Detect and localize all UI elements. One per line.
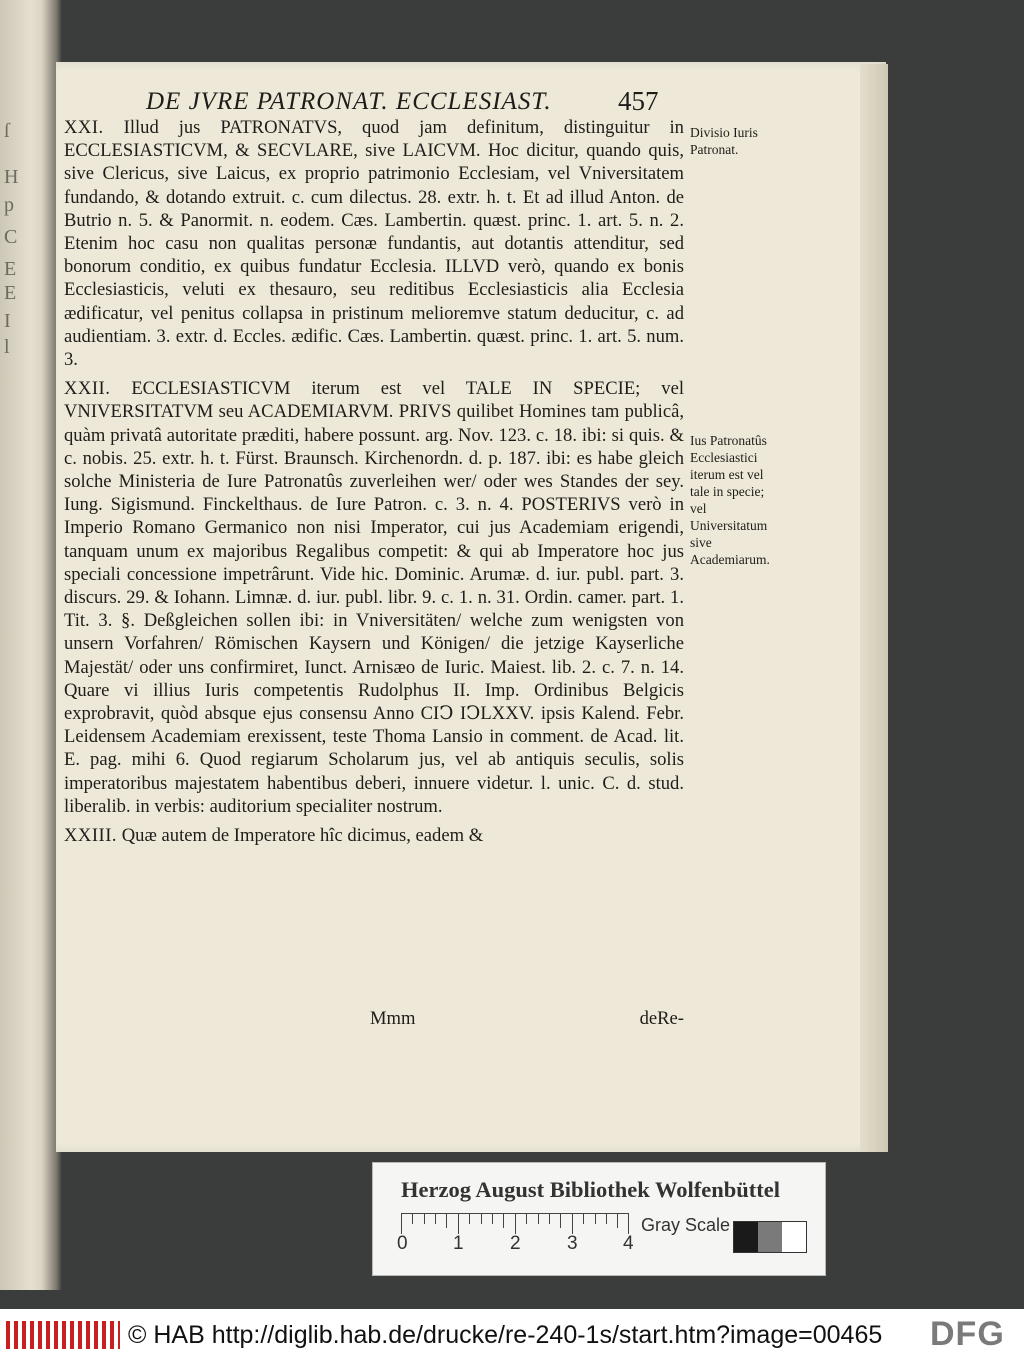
left-page-letter: C: [4, 226, 18, 248]
ruler-tick: [538, 1214, 539, 1224]
library-name: Herzog August Bibliothek Wolfenbüttel: [401, 1177, 780, 1202]
permalink-url[interactable]: © HAB http://diglib.hab.de/drucke/re-240-1s/start.htm?image=00465: [128, 1321, 883, 1349]
ruler-label: 2: [510, 1233, 521, 1254]
ruler-tick: [458, 1214, 459, 1234]
section-number: XXI.: [64, 117, 104, 138]
dfg-logo: DFG: [930, 1315, 1005, 1353]
ruler-tick: [526, 1214, 527, 1224]
ruler-label: 1: [453, 1233, 464, 1254]
gray-scale-label: Gray Scale: [641, 1215, 731, 1235]
ruler-tick: [572, 1214, 573, 1234]
paragraph-text: Quæ autem de Imperatore hîc dicimus, eadem &: [121, 825, 484, 847]
left-page-letter: ſ: [4, 120, 10, 142]
ruler-tick: [515, 1214, 516, 1234]
ruler-label: 3: [567, 1233, 578, 1254]
body-text: [64, 116, 684, 853]
gray-swatch-dark: [734, 1222, 758, 1252]
ruler-tick: [435, 1214, 436, 1224]
running-head: DE JVRE PATRONAT. ECCLESIAST.: [146, 88, 552, 115]
ruler-tick: [446, 1214, 447, 1228]
paragraph-xxi: [64, 116, 684, 371]
section-number: XXII.: [64, 378, 111, 400]
page-number: 457: [618, 86, 659, 116]
page-edge: [860, 64, 888, 1152]
paragraph-text: ECCLESIASTICVM iterum est vel TALE IN SPECIE; vel VNIVERSITATVM seu ACADEMIARVM. PRIVS quilibet Homines tam publicâ, quàm privatâ autoritate præditi, habere possunt. arg. Nov. 123. c. 18. ibi: si quis. & c. nobis. 25. extr. h. t. Fürst. Braunsch. Kirchenordn. d. p. 187. ibi: es habe gleich solche Ministeria de Iure Patronatûs zuverleihen wer/ oder wes Standes der sey. Iung. Sigismund. Finckelthaus. de Iure Patron. c. 3. n. 4. POSTERIVS verò in Imperio Romano Germanico non nisi Imperator, cui jus Academiam erigendi, tanquam unum ex majoribus Regalibus competit: & qui ab Imperatore hoc jus speciali concessione impetrârunt. Vide hic. Dominic. Arumæ. d. iur. publ. part. 3. discurs. 29. & Iohann. Limnæ. d. iur. publ. libr. 9. c. 1. n. 31. Ordin. camer. part. 1. Tit. 3. §. Deßgleichen sollen ibi: in Vniversitäten/ welche zum wenigsten von unsern Vorfahren/ Römischen Kaysern und Königen/ die jetzige Kayserliche Majestät/ oder uns confirmiret, Iunct. Arnisæo de Iuric. Maiest. lib. 2. c. 7. n. 14. Quare vi illius Iuris competentis Rudolphus II. Imp. Ordinibus Belgicis exprobravit, quòd absque ejus consensu Anno CIↃ IↃLXXV. ipsis Kalend. Febr. Leidensem Academiam erexissent, teste Thoma Lansio in comment. de Acad. lit. E. pag. mihi 6. Quod regiarum Scholarum jus, vel ab antiquis seculis, solis imperatoribus majestatem habentibus deberi, innuere videtur. l. unic. C. d. stud. liberalib. in verbis: auditorium specialiter nostrum.: [64, 378, 684, 817]
ruler-tick: [424, 1214, 425, 1224]
ruler-tick: [560, 1214, 561, 1228]
paragraph-text: Illud jus PATRONATVS, quod jam definitum, distinguitur in ECCLESIASTICVM, & SECVLARE, sive LAICVM. Hoc dicitur, quando quis, sive Clericus, sive Laicus, ex proprio patrimonio Ecclesiam, vel Vniversitatem fundando, & dotando extruit. c. cum dilectus. 28. extr. h. t. Et ad illud Anton. de Butrio n. 5. & Panormit. n. eodem. Cæs. Lambertin. quæst. princ. 1. art. 5. n. 2. Etenim hoc casu non qualitas personæ fundantis, aut dotantis attenditur, sed bonorum conditio, ex quibus fundatur Ecclesia. ILLVD verò, quando ex bonis Ecclesiasticis, veluti ex thesauro, seu reditibus Ecclesiasticis alia Ecclesia ædificatur, vel penitus collapsa in pristinum melioremve statum deducitur, c. ad audientiam. 3. extr. d. Eccles. ædific. Cæs. Lambertin. quæst. princ. 1. art. 5. num. 3.: [64, 117, 684, 371]
ruler-label: 4: [623, 1233, 634, 1254]
paragraph-xxii: [64, 377, 684, 818]
left-page-letter: p: [4, 194, 14, 216]
ruler-tick: [628, 1214, 629, 1234]
section-number: XXIII.: [64, 825, 118, 847]
ruler-tick: [503, 1214, 504, 1228]
ruler-tick: [595, 1214, 596, 1224]
footer-bar: [0, 1309, 1024, 1361]
ruler-tick: [492, 1214, 493, 1224]
left-page-letter: E: [4, 282, 17, 304]
gray-swatch-mid: [758, 1222, 782, 1252]
left-page-letter: I: [4, 310, 11, 332]
ruler-tick: [549, 1214, 550, 1224]
catchword: deRe-: [639, 1008, 684, 1029]
margin-note-ius-patronatus: Ius Patronatûs Ecclesiastici iterum est vel tale in specie; vel Universitatum sive Academiarum.: [690, 433, 770, 567]
ruler-tick: [606, 1214, 607, 1224]
ruler-tick: [481, 1214, 482, 1224]
left-page-letter: E: [4, 258, 17, 280]
gray-swatch-light: [782, 1222, 806, 1252]
ruler-tick: [401, 1214, 402, 1234]
ruler-tick: [583, 1214, 584, 1224]
paragraph-xxiii: [64, 824, 684, 847]
ruler-label: 0: [397, 1233, 408, 1254]
ruler-tick: [412, 1214, 413, 1224]
ruler-tick: [469, 1214, 470, 1224]
left-page-letter: H: [4, 166, 19, 188]
hab-stripes-logo: [6, 1321, 120, 1349]
left-page-letter: l: [4, 336, 10, 358]
ruler-tick: [617, 1214, 618, 1228]
scale-card: [372, 1162, 826, 1276]
gray-scale-bar: [733, 1221, 807, 1253]
margin-note-divisio: Divisio Iuris Patronat.: [690, 125, 758, 157]
signature-mark: Mmm: [370, 1008, 416, 1029]
